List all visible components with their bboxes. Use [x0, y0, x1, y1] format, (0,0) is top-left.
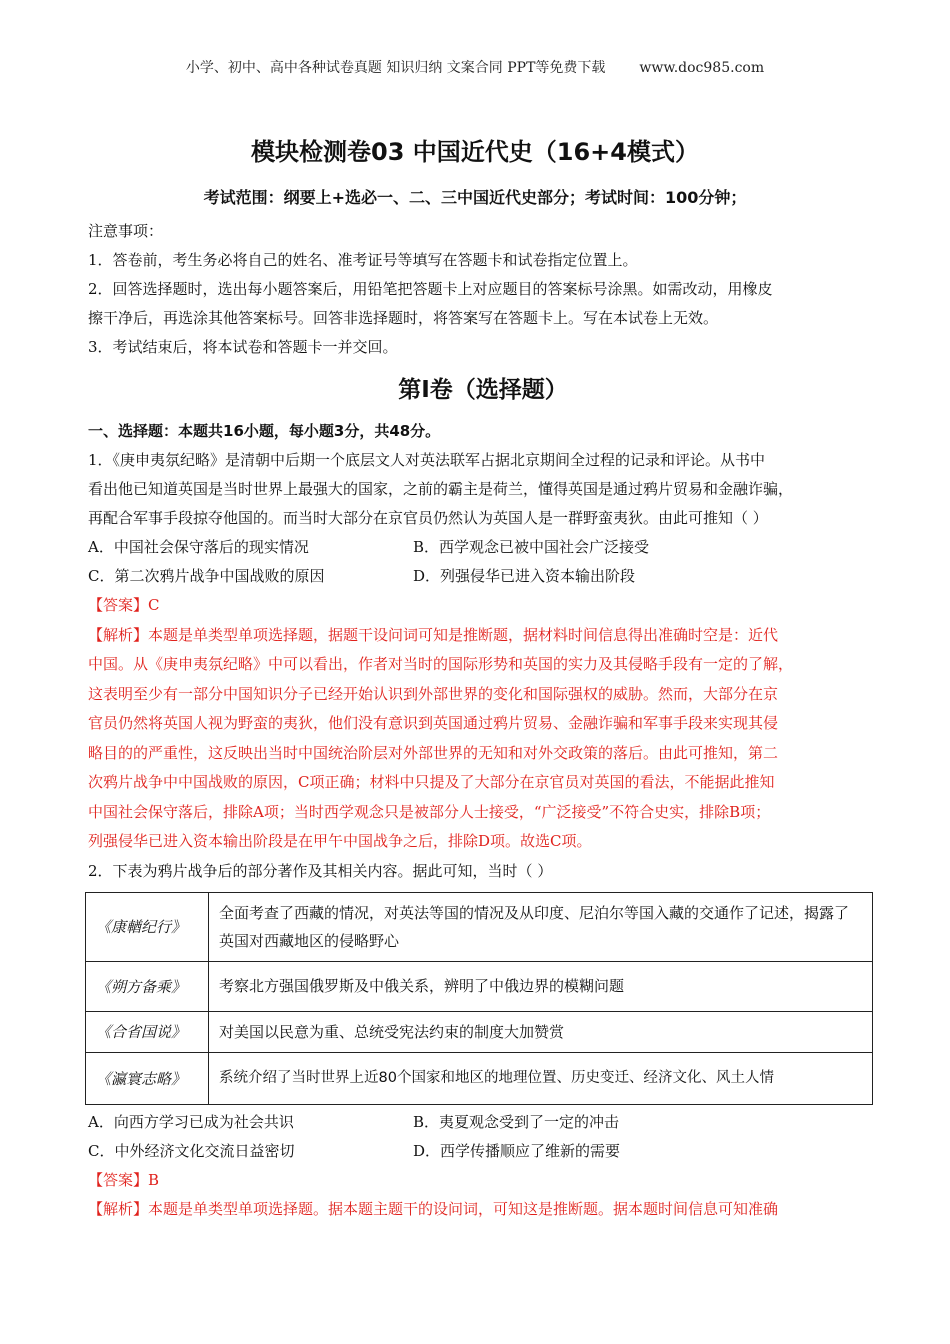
table-cell-book: 《朔方备乘》 [86, 961, 209, 1011]
analysis-line: 次鸦片战争中中国战败的原因，C项正确；材料中只提及了大部分在京官员对英国的看法，不能据此推知 [88, 773, 775, 791]
analysis-line: 略目的的严重性，这反映出当时中国统治阶层对外部世界的无知和对外交政策的落后。由此可推知，第二 [88, 743, 779, 762]
table-cell-book: 《康輶纪行》 [86, 892, 209, 961]
table-cell-content: 考察北方强国俄罗斯及中俄关系，辨明了中俄边界的模糊问题 [209, 961, 873, 1011]
analysis-line: 官员仍然将英国人视为野蛮的夷狄，他们没有意识到英国通过鸦片贸易、金融诈骗和军事手段来实现其侵 [88, 714, 779, 732]
analysis-line: 【解析】本题是单类型单项选择题。据本题主题干的设问词，可知这是推断题。据本题时间信息可知准确 [88, 1200, 779, 1218]
works-table [85, 892, 873, 1105]
answer-block [88, 1166, 878, 1225]
option-d: D．列强侵华已进入资本输出阶段 [413, 567, 636, 585]
table-row [86, 961, 873, 1011]
section-title: 第I卷（选择题） [398, 377, 568, 403]
page-header [0, 57, 950, 77]
question-stem-line: 看出他已知道英国是当时世界上最强大的国家，之前的霸主是荷兰，懂得英国是通过鸦片贸易和金融诈骗， [88, 480, 794, 498]
header-site-link[interactable]: www.doc985.com [639, 60, 765, 76]
option-b: B．夷夏观念受到了一定的冲击 [413, 1112, 620, 1131]
header-text: 小学、初中、高中各种试卷真题 知识归纳 文案合同 PPT等免费下载 [185, 60, 606, 76]
option-c: C．第二次鸦片战争中国战败的原因 [88, 567, 325, 585]
answer-label: 【答案】B [88, 1170, 160, 1189]
question-stem-line: 1．《庚申夷氛纪略》是清朝中后期一个底层文人对英法联军占据北京期间全过程的记录和评论。从书中 [88, 451, 766, 469]
table-cell-book: 《瀛寰志略》 [86, 1052, 209, 1104]
table-cell-content: 对美国以民意为重、总统受宪法约束的制度大加赞赏 [209, 1011, 873, 1052]
exam-subtitle: 考试范围：纲要上+选必一、二、三中国近代史部分；考试时间：100分钟； [203, 188, 747, 207]
option-a: A．向西方学习已成为社会共识 [88, 1112, 294, 1131]
table-cell-content: 全面考查了西藏的情况，对英法等国的情况及从印度、尼泊尔等国入藏的交通作了记述，揭露了英国对西藏地区的侵略野心 [209, 892, 873, 961]
answer-label: 【答案】C [88, 596, 160, 614]
exam-title: 模块检测卷03 中国近代史（16+4模式） [251, 138, 699, 166]
question-stem-line: 再配合军事手段掠夺他国的。而当时大部分在京官员仍然认为英国人是一群野蛮夷狄。由此可推知（ ） [88, 509, 768, 527]
answer-block [88, 591, 878, 857]
analysis-line: 【解析】本题是单类型单项选择题，据题干设问词可知是推断题，据材料时间信息得出准确时空是：近代 [88, 625, 779, 644]
analysis-line: 中国。从《庚申夷氛纪略》中可以看出，作者对当时的国际形势和英国的实力及其侵略手段有一定的了解， [88, 655, 794, 673]
option-d: D．西学传播顺应了维新的需要 [413, 1141, 621, 1160]
question-stem-line: 2．下表为鸦片战争后的部分著作及其相关内容。据此可知，当时（ ） [88, 861, 553, 880]
notice-item: 1．答卷前，考生务必将自己的姓名、准考证号等填写在答题卡和试卷指定位置上。 [88, 251, 638, 269]
notice-item: 擦干净后，再选涂其他答案标号。回答非选择题时，将答案写在答题卡上。写在本试卷上无效。 [88, 309, 719, 327]
option-c: C．中外经济文化交流日益密切 [88, 1141, 295, 1160]
options-row [88, 1108, 878, 1137]
document-body [88, 217, 878, 1225]
table-row [86, 1011, 873, 1052]
options-row [88, 562, 878, 591]
table-cell-content: 系统介绍了当时世界上近80个国家和地区的地理位置、历史变迁、经济文化、风土人情 [209, 1052, 873, 1104]
analysis-line: 这表明至少有一部分中国知识分子已经开始认识到外部世界的变化和国际强权的威胁。然而，大部分在京 [88, 684, 779, 703]
options-row [88, 1137, 878, 1166]
notice-heading: 注意事项： [88, 222, 164, 240]
analysis-line: 中国社会保守落后，排除A项；当时西学观念只是被部分人士接受，“广泛接受”不符合史实，排除B项； [88, 802, 771, 821]
option-a: A．中国社会保守落后的现实情况 [88, 538, 309, 556]
part-title: 一、选择题：本题共16小题，每小题3分，共48分。 [88, 422, 441, 440]
question-1 [88, 446, 878, 857]
table-cell-book: 《合省国说》 [86, 1011, 209, 1052]
analysis-line: 列强侵华已进入资本输出阶段是在甲午中国战争之后，排除D项。故选C项。 [88, 832, 592, 850]
table-row [86, 892, 873, 961]
table-row [86, 1052, 873, 1104]
option-b: B．西学观念已被中国社会广泛接受 [413, 538, 650, 556]
question-2 [88, 857, 878, 1225]
notice-item: 3．考试结束后，将本试卷和答题卡一并交回。 [88, 338, 398, 356]
options-row [88, 533, 878, 562]
notice-item: 2．回答选择题时，选出每小题答案后，用铅笔把答题卡上对应题目的答案标号涂黑。如需改动，用橡皮 [88, 280, 773, 298]
